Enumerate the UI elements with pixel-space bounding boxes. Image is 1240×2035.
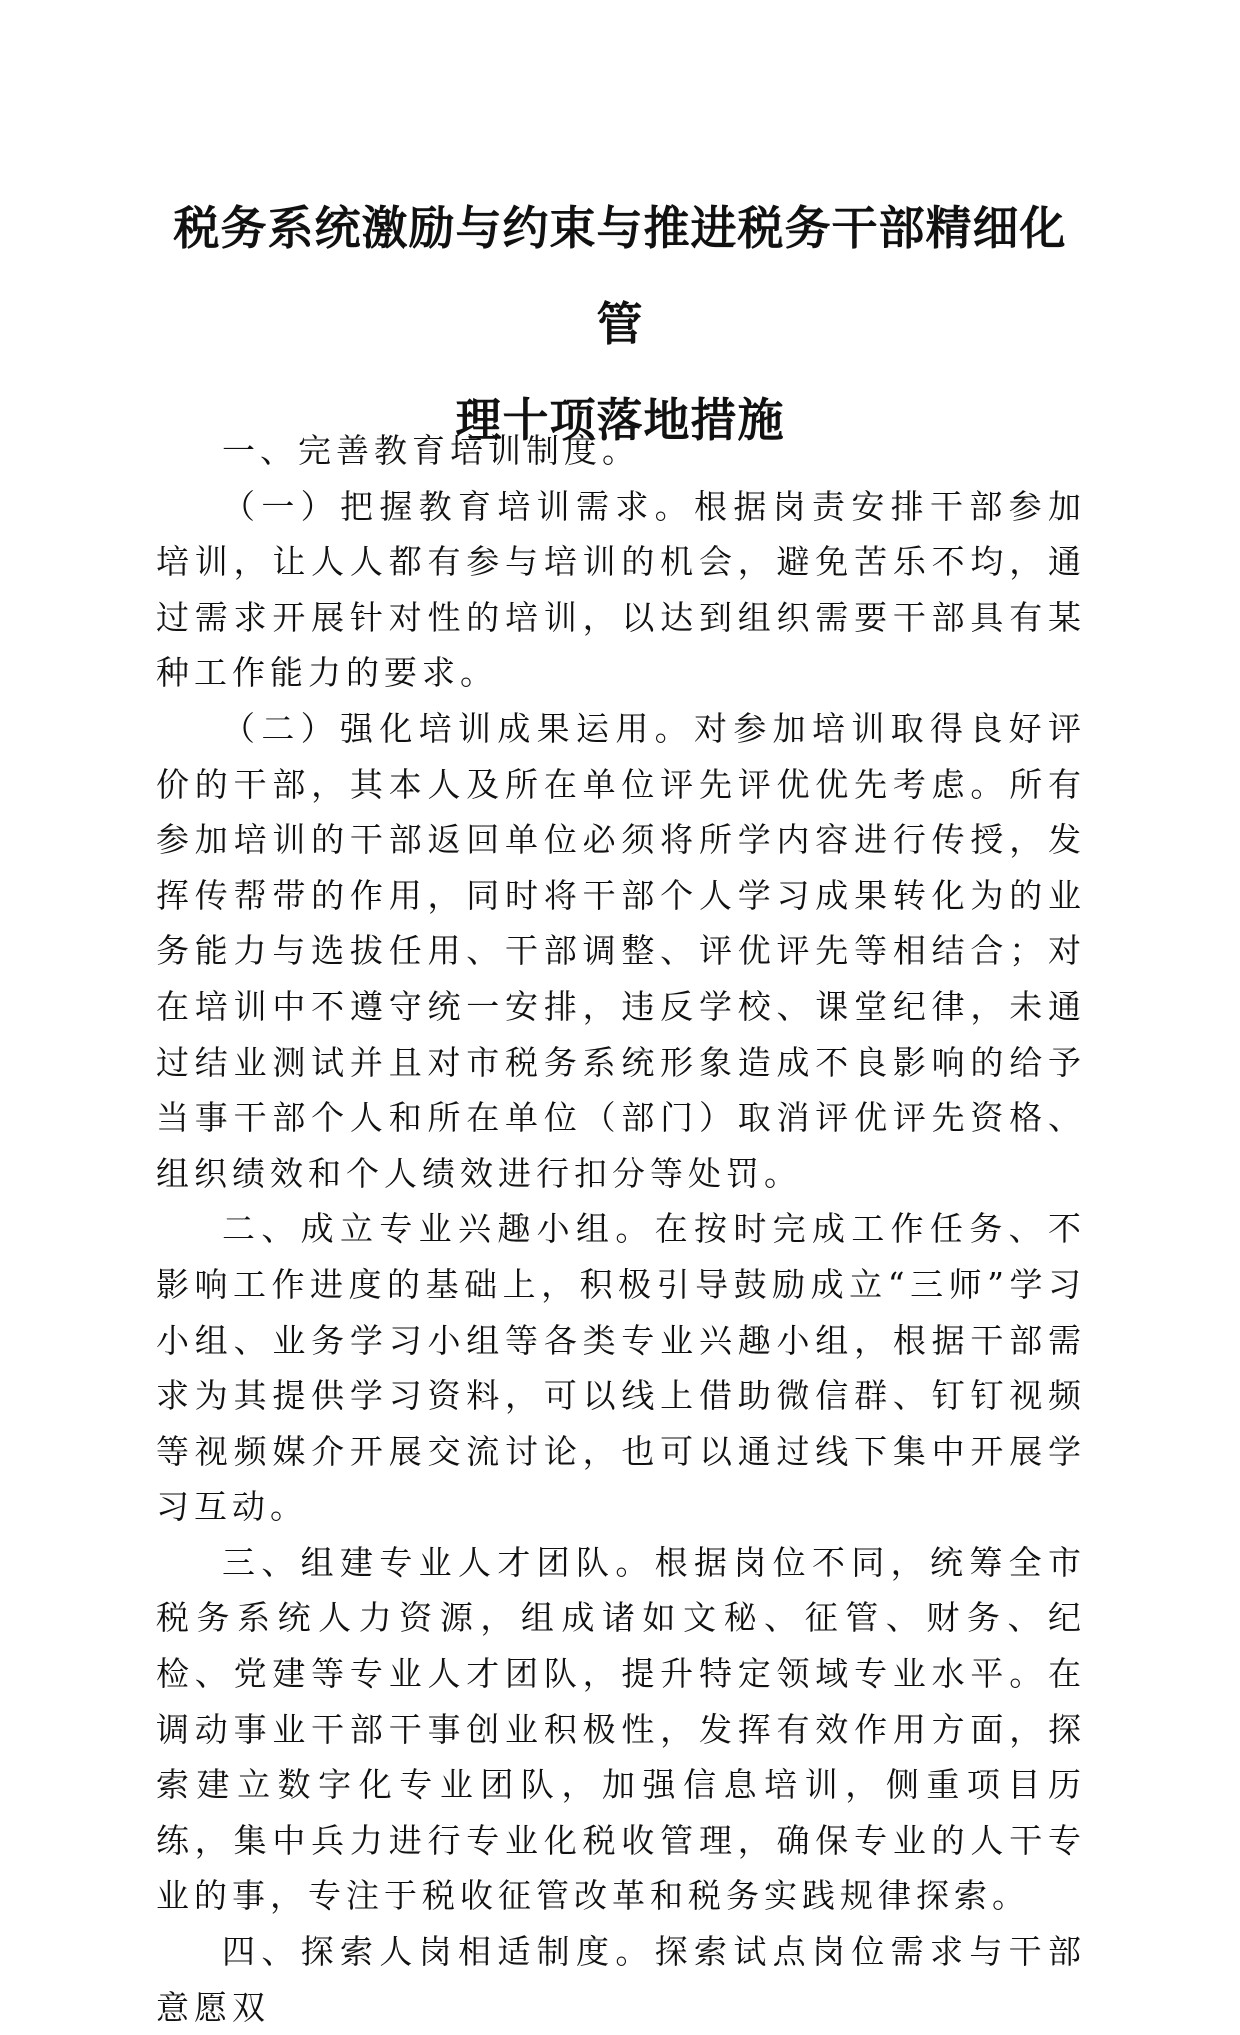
- paragraph: 四、探索人岗相适制度。探索试点岗位需求与干部意愿双: [156, 1932, 1086, 2027]
- paragraph: 三、组建专业人才团队。根据岗位不同，统筹全市税务系统人力资源，组成诸如文秘、征管、财务、纪检、党建等专业人才团队，提升特定领域专业水平。在调动事业干部干事创业积极性，发挥有效作用方面，探索建立数字化专业团队，加强信息培训，侧重项目历练，集中兵力进行专业化税收管理，确保专业的人干专业的事，专注于税收征管改革和税务实践规律探索。: [156, 1542, 1086, 1916]
- document-body: [156, 423, 1086, 2035]
- title-line-1: 税务系统激励与约束与推进税务干部精细化管: [173, 201, 1067, 351]
- paragraph: （一）把握教育培训需求。根据岗责安排干部参加培训，让人人都有参与培训的机会，避免苦乐不均，通过需求开展针对性的培训，以达到组织需要干部具有某种工作能力的要求。: [156, 486, 1086, 693]
- section-heading: 一、完善教育培训制度。: [222, 431, 640, 470]
- paragraph: （二）强化培训成果运用。对参加培训取得良好评价的干部，其本人及所在单位评先评优优先考虑。所有参加培训的干部返回单位必须将所学内容进行传授，发挥传帮带的作用，同时将干部个人学习成果转化为的业务能力与选拔任用、干部调整、评优评先等相结合；对在培训中不遵守统一安排，违反学校、课堂纪律，未通过结业测试并且对市税务系统形象造成不良影响的给予当事干部个人和所在单位（部门）取消评优评先资格、组织绩效和个人绩效进行扣分等处罚。: [156, 708, 1086, 1193]
- paragraph: 二、成立专业兴趣小组。在按时完成工作任务、不影响工作进度的基础上，积极引导鼓励成立“三师”学习小组、业务学习小组等各类专业兴趣小组，根据干部需求为其提供学习资料，可以线上借助微信群、钉钉视频等视频媒介开展交流讨论，也可以通过线下集中开展学习互动。: [156, 1209, 1086, 1527]
- title-line-2: 理十项落地措施: [455, 393, 785, 447]
